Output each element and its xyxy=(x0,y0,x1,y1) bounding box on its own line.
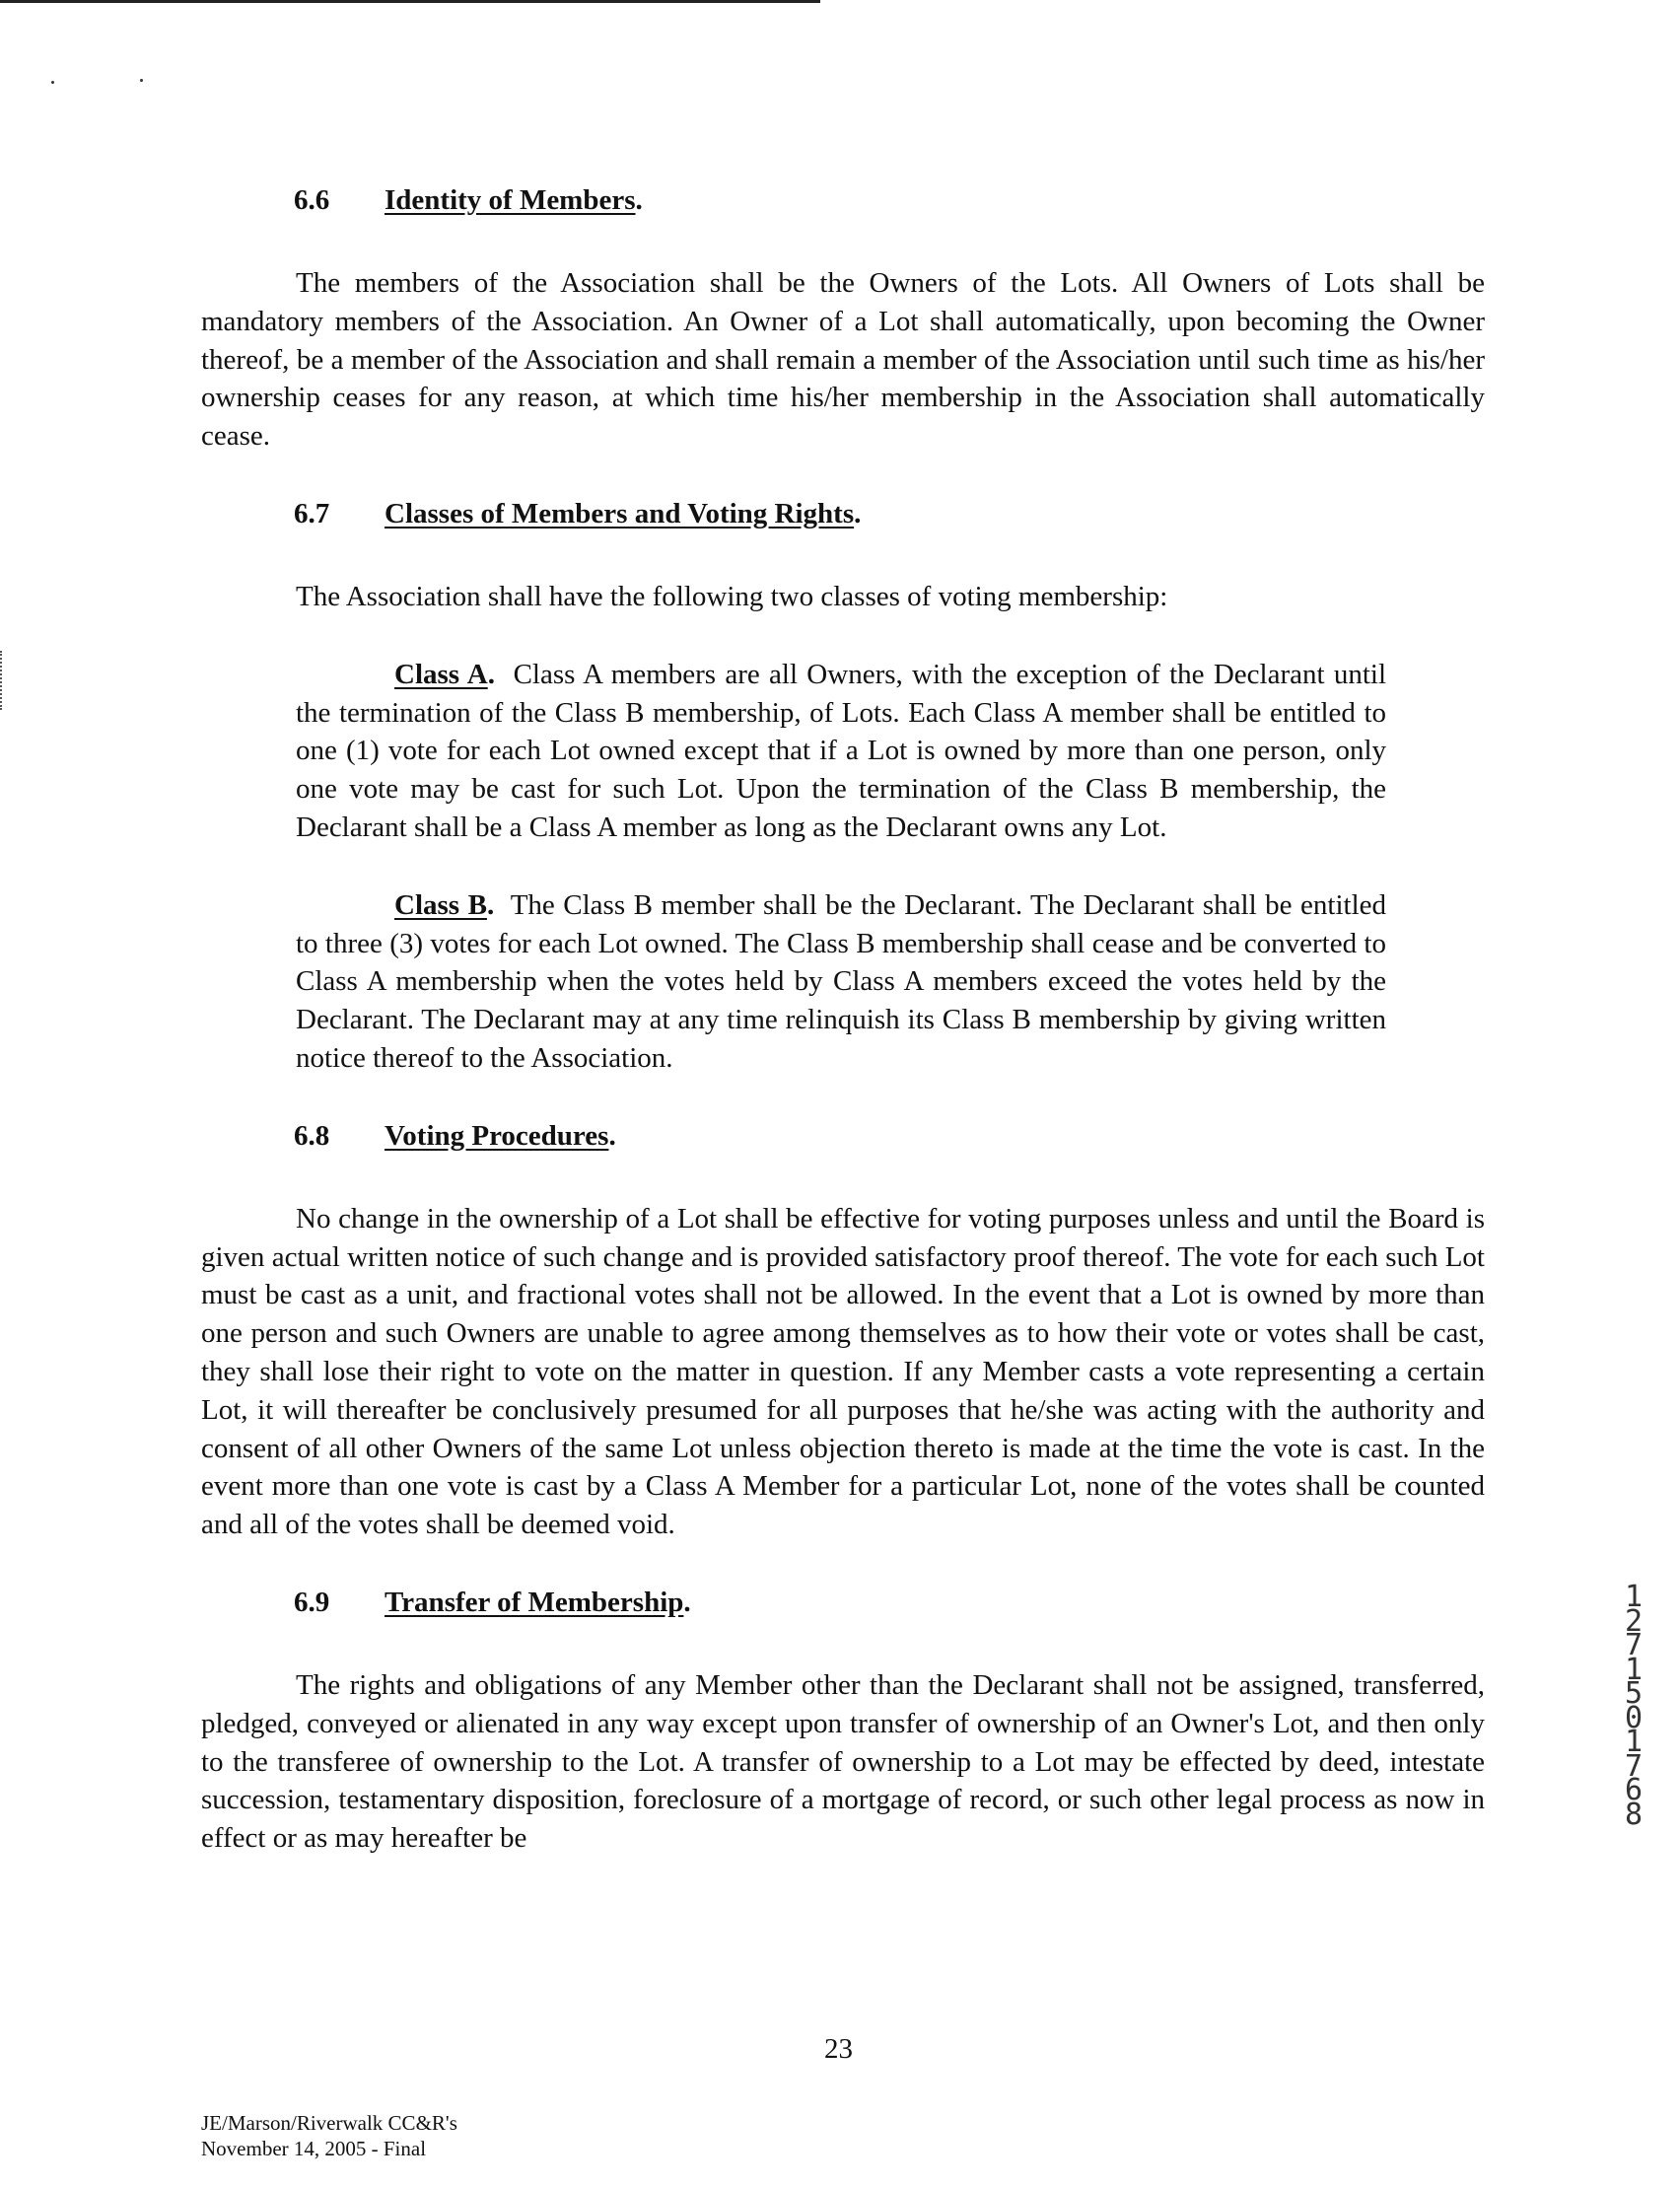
heading-period: . xyxy=(608,1119,616,1152)
class-b-paragraph xyxy=(296,886,1386,1078)
section-title: Transfer of Membership xyxy=(385,1586,684,1618)
scan-top-rule xyxy=(0,0,820,3)
heading-period: . xyxy=(683,1586,691,1618)
footer-file-reference: JE/Marson/Riverwalk CC&R's xyxy=(201,2111,457,2135)
scan-margin-marks xyxy=(0,651,5,710)
class-b-label: Class B xyxy=(394,888,487,921)
section-title: Classes of Members and Voting Rights xyxy=(385,497,855,529)
class-label-period: . xyxy=(487,658,495,690)
class-a-paragraph xyxy=(296,656,1386,847)
section-heading-6-8 xyxy=(201,1117,1485,1155)
heading-period: . xyxy=(854,497,862,529)
class-a-text: Class A members are all Owners, with the exception of the Declarant until the termination of the Class B membership, of Lots. Each Class A member shall be entitled to one (1) vote for each Lot owned except that if a Lot is owned by more than one person, only one vote may be cast for such Lot. Upon the termination of the Class B membership, the Declarant shall be a Class A member as long as the Declarant owns any Lot. xyxy=(296,658,1386,843)
section-number: 6.6 xyxy=(294,184,330,216)
section-paragraph: The members of the Association shall be the Owners of the Lots. All Owners of Lots shall be mandatory members of the Association. An Owner of a Lot shall automatically, upon becoming the Owner thereof, be a member of the Association and shall remain a member of the Association until such time as his/her ownership ceases for any reason, at which time his/her membership in the Association shall automatically cease. xyxy=(201,267,1485,453)
class-label-period: . xyxy=(486,888,495,921)
heading-period: . xyxy=(635,184,643,216)
section-intro: The Association shall have the following two classes of voting membership: xyxy=(296,580,1168,612)
footer-date: November 14, 2005 - Final xyxy=(201,2137,427,2160)
section-number: 6.8 xyxy=(294,1119,330,1152)
section-title: Voting Procedures xyxy=(385,1119,609,1152)
class-b-text: The Class B member shall be the Declarant. The Declarant shall be entitled to three (3) votes for each Lot owned. The Class B membership shall cease and be converted to Class A membership when the votes held by Class A members exceed the votes held by the Declarant. The Declarant may at any time relinquish its Class B membership by giving written notice thereof to the Association. xyxy=(296,888,1386,1074)
section-number: 6.9 xyxy=(294,1586,330,1618)
section-heading-6-9 xyxy=(201,1584,1485,1621)
section-number: 6.7 xyxy=(294,497,330,529)
document-body xyxy=(201,181,1485,1858)
scan-artifact-dot xyxy=(140,79,143,82)
recording-number-stamp: 12715 01768 xyxy=(1624,1580,1644,1832)
section-heading-6-6 xyxy=(201,181,1485,219)
section-paragraph: The rights and obligations of any Member other than the Declarant shall not be assigned, transferred, pledged, conveyed or alienated in any way except upon transfer of ownership of an Owner's Lot, and then only to the transferee of ownership to the Lot. A transfer of ownership to a Lot may be effected by deed, intestate succession, testamentary disposition, foreclosure of a mortgage of record, or such other legal process as now in effect or as may hereafter be xyxy=(201,1668,1485,1855)
document-footer xyxy=(201,2110,457,2161)
page-number: 23 xyxy=(824,2033,853,2065)
section-heading-6-7 xyxy=(201,495,1485,532)
section-paragraph: No change in the ownership of a Lot shall be effective for voting purposes unless and until the Board is given actual written notice of such change and is provided satisfactory proof thereof. The vote for each such Lot must be cast as a unit, and fractional votes shall not be allowed. In the event that a Lot is owned by more than one person and such Owners are unable to agree among themselves as to how their vote or votes shall be cast, they shall lose their right to vote on the matter in question. If any Member casts a vote representing a certain Lot, it will thereafter be conclusively presumed for all purposes that he/she was acting with the authority and consent of all other Owners of the same Lot unless objection thereto is made at the time the vote is cast. In the event more than one vote is cast by a Class A Member for a particular Lot, none of the votes shall be counted and all of the votes shall be deemed void. xyxy=(201,1202,1485,1541)
scan-artifact-dot xyxy=(51,81,54,84)
section-title: Identity of Members xyxy=(385,184,636,216)
class-a-label: Class A xyxy=(394,658,488,690)
